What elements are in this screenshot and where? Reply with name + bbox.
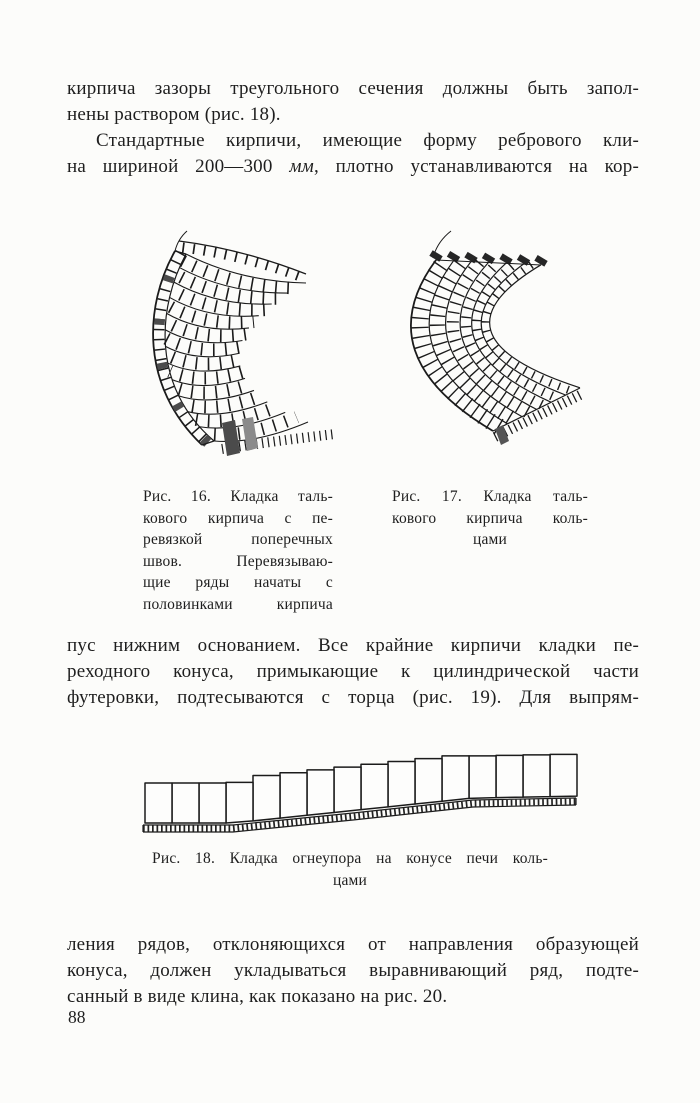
- figure-18-caption: [152, 848, 548, 891]
- figure-16-brick-masonry-illustration: [122, 226, 334, 476]
- page-number: 88: [68, 1007, 86, 1027]
- caption-line: кового кирпича коль-: [392, 509, 588, 527]
- caption-line: половинками кирпича: [143, 595, 333, 613]
- paragraph-4: [67, 932, 639, 1010]
- caption-line: кового кирпича с пе-: [143, 509, 333, 527]
- paragraph-2: [67, 128, 639, 180]
- text-segment: на шириной 200—300: [67, 156, 290, 177]
- figure-17-brick-rings-illustration: [383, 226, 601, 476]
- italic-unit-mm: мм: [289, 156, 314, 177]
- text-line: реходного конуса, примыкающие к цилиндрической части: [67, 661, 639, 682]
- caption-line: Рис. 16. Кладка таль-: [143, 488, 333, 505]
- caption-line: Рис. 18. Кладка огнеупора на конусе печи коль-: [152, 850, 548, 867]
- text-line: кирпича зазоры треугольного сечения должны быть запол-: [67, 78, 639, 99]
- paragraph-1: [67, 76, 639, 128]
- caption-line: швов. Перевязываю-: [143, 552, 333, 570]
- text-line: пус нижним основанием. Все крайние кирпичи кладки пе-: [67, 635, 639, 656]
- caption-line: щие ряды начаты с: [143, 574, 333, 591]
- caption-line: цами: [332, 871, 368, 889]
- figure-18-stepped-bricks-illustration: [128, 740, 590, 840]
- paragraph-3: [67, 633, 639, 711]
- figure-16-caption: [143, 486, 333, 615]
- text-line: Стандартные кирпичи, имеющие форму ребрового кли-: [96, 130, 639, 151]
- caption-line: Рис. 17. Кладка таль-: [392, 488, 588, 505]
- text-segment: , плотно устанавливаются на кор-: [313, 156, 639, 177]
- caption-line: цами: [472, 531, 508, 548]
- figure-17-caption: [392, 486, 588, 551]
- text-line: футеровки, подтесываются с торца (рис. 19). Для выпрям-: [67, 687, 639, 708]
- text-line: [67, 154, 639, 180]
- caption-line: ревязкой поперечных: [143, 531, 333, 548]
- text-line: санный в виде клина, как показано на рис. 20.: [67, 986, 448, 1007]
- text-line: нены раствором (рис. 18).: [67, 104, 281, 125]
- text-line: конуса, должен укладываться выравнивающий ряд, подте-: [67, 960, 639, 981]
- text-line: ления рядов, отклоняющихся от направления образующей: [67, 934, 639, 955]
